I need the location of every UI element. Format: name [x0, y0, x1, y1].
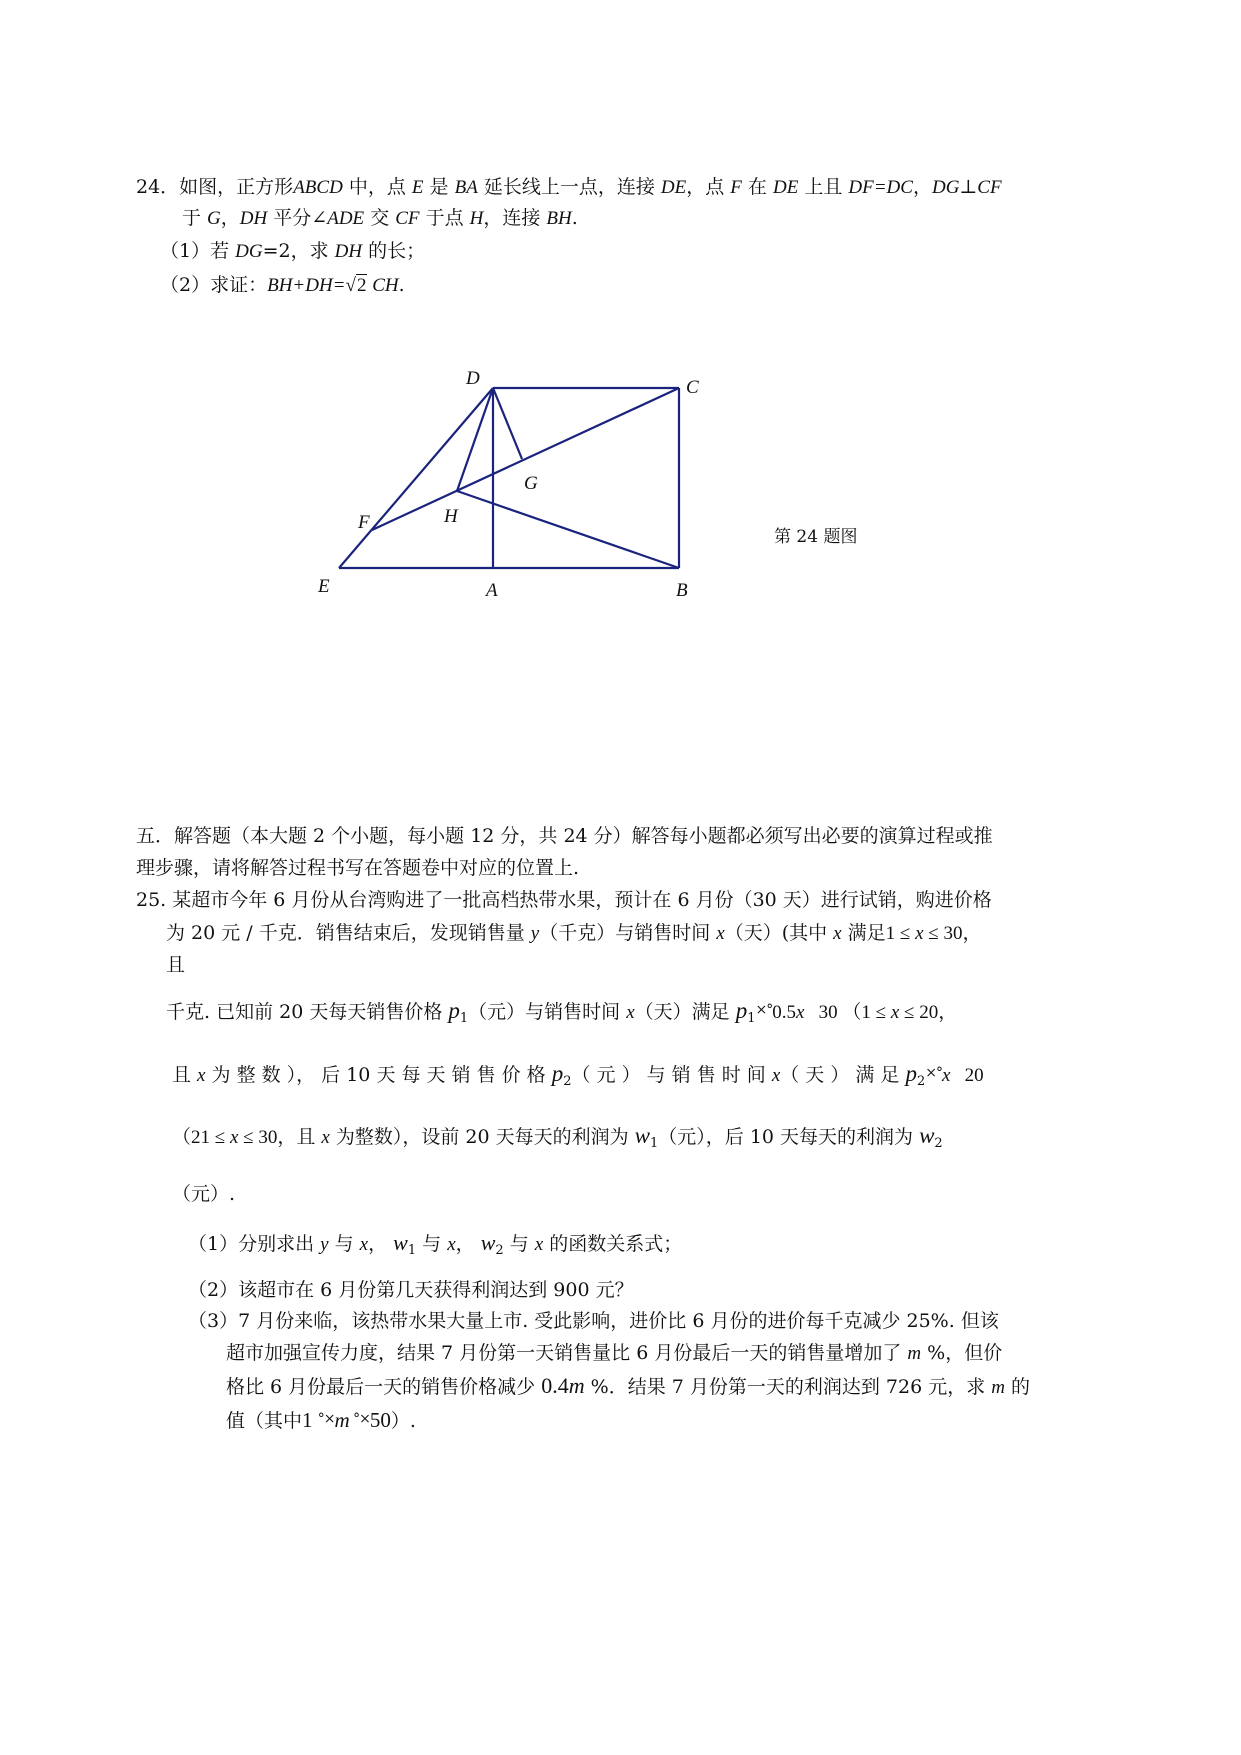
q25-sub-1 — [188, 1229, 682, 1265]
math: ≤ 20 — [899, 1002, 939, 1023]
segment-hb — [457, 491, 679, 568]
q24-line-2 — [182, 204, 578, 233]
math: x — [915, 923, 924, 944]
math: DE — [772, 177, 799, 198]
text: ）. — [390, 1410, 416, 1432]
text: （1）分别求出 — [188, 1233, 321, 1255]
label-h: H — [444, 506, 458, 527]
subscript: 1 — [650, 1136, 659, 1151]
math: y — [530, 923, 540, 944]
math: 1 ≤ — [861, 1002, 891, 1023]
text: （千克）与销售时间 — [539, 922, 717, 944]
q25-line-4 — [166, 996, 957, 1033]
label-a: A — [486, 580, 498, 601]
math: 0.4 — [541, 1373, 569, 1398]
math: 50 — [369, 1408, 391, 1432]
text: ， — [220, 207, 240, 229]
math: x — [771, 1065, 781, 1086]
label-e: E — [318, 576, 330, 597]
subscript: 2 — [934, 1136, 943, 1151]
math: CH — [367, 275, 399, 296]
text: 于 — [182, 207, 208, 229]
math: 0.5 — [772, 1002, 796, 1023]
text: 24．如图，正方形 — [136, 176, 294, 198]
math: p — [735, 998, 748, 1023]
text: =2，求 — [262, 240, 335, 262]
figure-lines — [339, 388, 679, 568]
garbled-glyph: ×° — [925, 1065, 942, 1081]
text: 30 （ — [804, 1002, 862, 1023]
segment-dg — [493, 388, 522, 459]
text: 格比 6 月份最后一天的销售价格减少 — [226, 1376, 542, 1398]
garbled-glyph: °× — [349, 1411, 370, 1427]
radicand: 2 — [356, 275, 367, 296]
math: p — [448, 998, 460, 1023]
math: CF — [977, 177, 1002, 198]
math: m — [568, 1373, 585, 1398]
q25-sub-3-line-4 — [226, 1405, 416, 1435]
math: H — [469, 208, 484, 229]
math: x — [833, 923, 842, 944]
math: 1 ≤ — [885, 923, 916, 944]
q25-line-6 — [172, 1122, 943, 1158]
math: 1 — [302, 1408, 318, 1432]
text: %．结果 7 月份第一天的利润达到 726 元，求 — [584, 1376, 992, 1398]
text: （1）若 — [160, 240, 236, 262]
math: DH — [239, 208, 268, 229]
math: x — [229, 1127, 239, 1148]
subscript: 1 — [407, 1243, 417, 1258]
math: w — [919, 1123, 935, 1148]
text: 的函数关系式； — [543, 1233, 683, 1255]
text: 且 — [166, 954, 186, 976]
text: 值（其中 — [226, 1410, 303, 1432]
math: ≤ 30 — [923, 923, 963, 944]
math: BA — [454, 177, 478, 198]
text: 是 — [423, 176, 455, 198]
text: ，且 — [277, 1126, 322, 1148]
math: DH — [334, 241, 363, 262]
text: 与 — [503, 1233, 535, 1255]
subscript: 2 — [916, 1074, 926, 1089]
text: 超市加强宣传力度，结果 7 月份第一天销售量比 6 月份最后一天的销售量增加了 — [226, 1342, 908, 1364]
text: 在 — [741, 176, 773, 198]
geometry-figure — [300, 360, 720, 610]
q25-sub-3-line-2 — [226, 1339, 1002, 1368]
label-b: B — [676, 580, 688, 601]
text: . — [398, 274, 405, 296]
text: ⊥ — [959, 176, 978, 198]
text: 为 20 元 / 千克．销售结束后，发现销售量 — [166, 922, 531, 944]
text: . — [571, 207, 578, 229]
text: 且 — [172, 1064, 198, 1086]
math: w — [393, 1230, 408, 1255]
sqrt-sign: √ — [345, 275, 356, 296]
q25-line-7: （元）. — [172, 1183, 236, 1205]
segment-de — [339, 388, 493, 568]
math: x — [626, 1002, 635, 1023]
math: m — [907, 1343, 922, 1364]
text: （天）满足 — [634, 1001, 736, 1023]
math: x — [890, 1002, 900, 1023]
label-g: G — [524, 473, 538, 494]
text: 于点 — [419, 207, 470, 229]
text: （ 天 ） 满 足 — [780, 1064, 906, 1086]
subscript: 2 — [495, 1243, 504, 1258]
text: 延长线上一点，连接 — [477, 176, 661, 198]
q25-sub-2: （2）该超市在 6 月份第几天获得利润达到 900 元？ — [188, 1279, 634, 1301]
text: 为 整 数 ）， 后 10 天 每 天 销 售 价 格 — [205, 1064, 552, 1086]
q24-part-2 — [160, 271, 405, 300]
text: 的 — [1005, 1376, 1031, 1398]
math: BH+DH= — [267, 275, 346, 296]
math: F — [730, 177, 742, 198]
math: m — [991, 1377, 1005, 1398]
math: ABCD — [293, 177, 343, 198]
figure-caption: 第 24 题图 — [774, 527, 858, 547]
math: w — [480, 1230, 496, 1255]
q25-line-3 — [166, 951, 185, 979]
text: （元）与销售时间 — [468, 1001, 627, 1023]
math: DF=DC — [848, 177, 913, 198]
math: x — [197, 1065, 206, 1086]
subscript: 2 — [563, 1074, 572, 1089]
q25-line-2 — [166, 919, 981, 948]
q24-part-1 — [160, 237, 425, 266]
text: ， — [938, 1001, 958, 1023]
math: CF — [395, 208, 420, 229]
q25-line-5 — [172, 1059, 984, 1096]
section5-line-2: 理步骤，请将解答过程书写在答题卷中对应的位置上. — [136, 857, 580, 879]
section5-line-1: 五．解答题（本大题 2 个小题，每小题 12 分，共 24 分）解答每小题都必须写出必要的演算过程或推 — [136, 825, 993, 847]
math: p — [905, 1061, 917, 1086]
math: x — [941, 1065, 951, 1086]
text: %，但价 — [921, 1342, 1003, 1364]
text: 平分∠ — [267, 207, 328, 229]
garbled-glyph: °× — [317, 1411, 335, 1427]
math: m — [334, 1408, 350, 1432]
math: x — [359, 1234, 369, 1255]
math: E — [411, 177, 424, 198]
math: x — [321, 1127, 330, 1148]
math: ADE — [327, 208, 365, 229]
text: 满足 — [841, 922, 886, 944]
math: x — [534, 1234, 544, 1255]
text: ， — [962, 922, 982, 944]
label-c: C — [686, 377, 699, 398]
text: （ — [172, 1126, 192, 1148]
text: （2）求证： — [160, 274, 268, 296]
text: ， — [455, 1233, 481, 1255]
subscript: 1 — [459, 1011, 469, 1026]
math: DG — [235, 241, 263, 262]
math: w — [634, 1123, 650, 1148]
text: 中，点 — [342, 176, 412, 198]
text: 千克. 已知前 20 天每天销售价格 — [166, 1001, 449, 1023]
text: （天）(其中 — [724, 922, 834, 944]
label-d: D — [466, 368, 480, 389]
text: 交 — [364, 207, 396, 229]
segment-fc — [372, 388, 679, 530]
math: x — [795, 1002, 805, 1023]
math: p — [551, 1061, 564, 1086]
text: ，连接 — [483, 207, 547, 229]
math: DG — [931, 177, 960, 198]
text: 为整数），设前 20 天每天的利润为 — [329, 1126, 635, 1148]
text: 与 — [416, 1233, 448, 1255]
q25-line-1: 25. 某超市今年 6 月份从台湾购进了一批高档热带水果，预计在 6 月份（30 天）进行试销，购进价格 — [136, 889, 992, 911]
q25-sub-3-line-3 — [226, 1372, 1030, 1402]
text: ， — [368, 1233, 394, 1255]
text: 上且 — [798, 176, 849, 198]
text: （ 元 ） 与 销 售 时 间 — [571, 1064, 772, 1086]
q25-sub-3-line-1: （3）7 月份来临，该热带水果大量上市. 受此影响，进价比 6 月份的进价每千克减少 25%. 但该 — [188, 1310, 999, 1332]
math: x — [447, 1234, 456, 1255]
subscript: 1 — [747, 1011, 756, 1026]
text: ， — [912, 176, 932, 198]
math: BH — [546, 208, 572, 229]
math: 21 ≤ — [191, 1127, 230, 1148]
math: ≤ 30 — [238, 1127, 278, 1148]
text: ，点 — [686, 176, 731, 198]
math: G — [207, 208, 221, 229]
q24-line-1 — [136, 173, 1002, 202]
math: DE — [660, 177, 687, 198]
label-f: F — [358, 512, 370, 533]
text: （元），后 10 天每天的利润为 — [658, 1126, 920, 1148]
math: y — [320, 1234, 329, 1255]
text: 与 — [328, 1233, 360, 1255]
garbled-glyph: ×° — [755, 1002, 773, 1018]
math: x — [716, 923, 725, 944]
math: 20 — [950, 1065, 984, 1086]
text: 的长； — [362, 240, 426, 262]
